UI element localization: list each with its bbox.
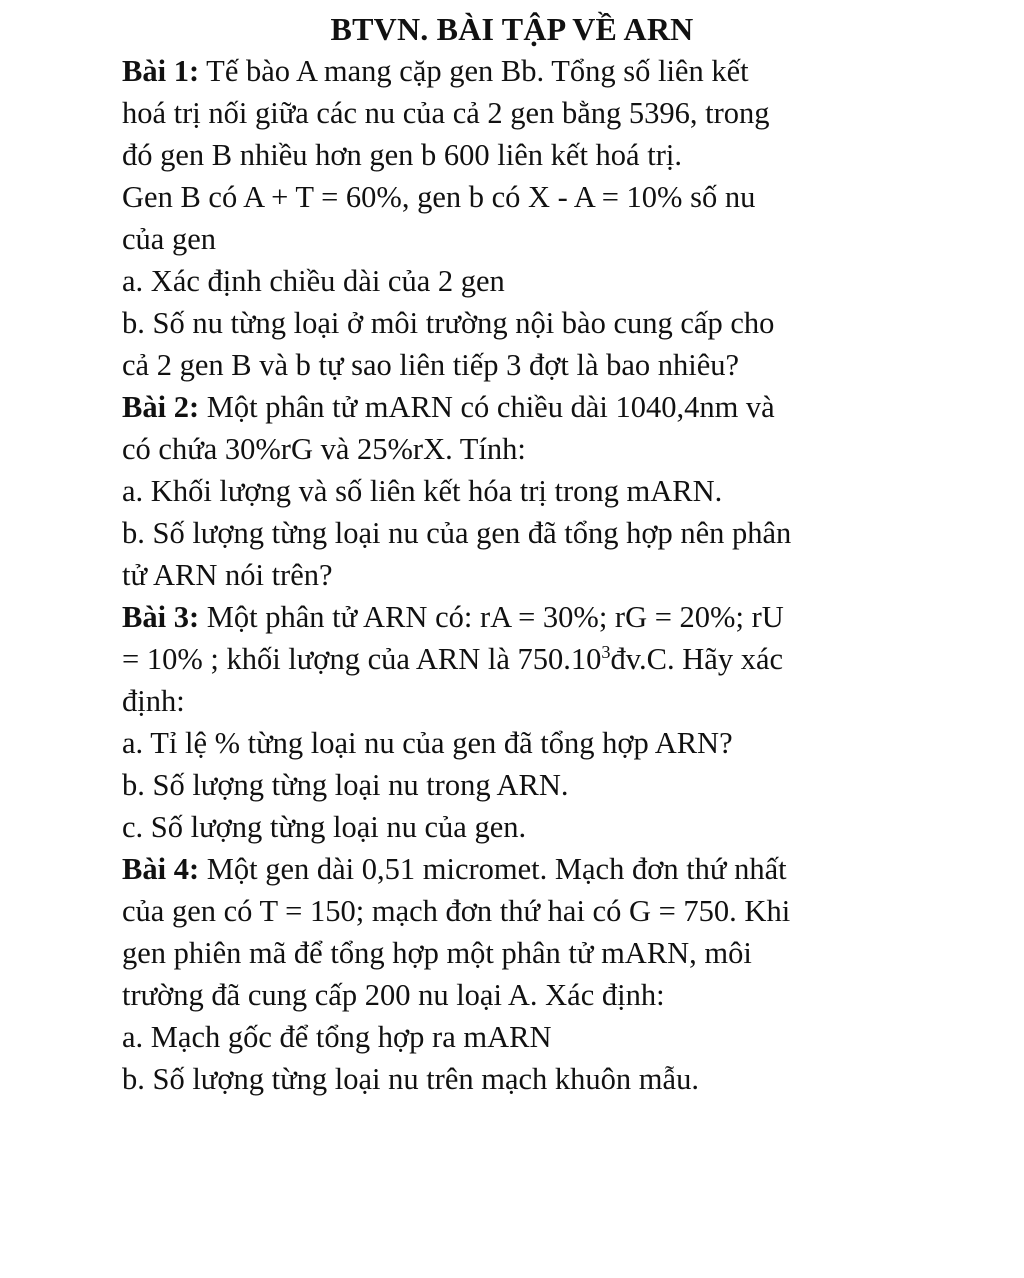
exercise-2-question-b-line-1: b. Số lượng từng loại nu của gen đã tổng hợp nên phân xyxy=(122,516,792,550)
exercise-1 xyxy=(122,50,912,386)
exercise-3-line-3: định: xyxy=(122,684,185,718)
exercise-3-label: Bài 3: xyxy=(122,600,200,634)
exercise-4 xyxy=(122,848,912,1100)
exercise-2-label: Bài 2: xyxy=(122,390,200,424)
exercise-content xyxy=(122,50,912,1100)
exercise-4-label: Bài 4: xyxy=(122,852,200,886)
exercise-1-line-4: Gen B có A + T = 60%, gen b có X - A = 10% số nu xyxy=(122,180,756,214)
exercise-3-question-b: b. Số lượng từng loại nu trong ARN. xyxy=(122,768,569,802)
exercise-3-question-a: a. Tỉ lệ % từng loại nu của gen đã tổng hợp ARN? xyxy=(122,726,733,760)
exercise-3-text-2-post: đv.C. Hãy xác xyxy=(610,642,784,676)
exercise-1-question-b-line-2: cả 2 gen B và b tự sao liên tiếp 3 đợt là bao nhiêu? xyxy=(122,348,740,382)
exercise-2-line-2: có chứa 30%rG và 25%rX. Tính: xyxy=(122,432,526,466)
exercise-1-question-a: a. Xác định chiều dài của 2 gen xyxy=(122,264,505,298)
page-title: BTVN. BÀI TẬP VỀ ARN xyxy=(330,11,694,47)
exercise-4-line-2: của gen có T = 150; mạch đơn thứ hai có G = 750. Khi xyxy=(122,894,791,928)
exercise-3-text-2-pre: = 10% ; khối lượng của ARN là 750.10 xyxy=(122,642,602,676)
exercise-1-text-1: Tế bào A mang cặp gen Bb. Tổng số liên kết xyxy=(199,54,749,88)
exercise-4-question-a: a. Mạch gốc để tổng hợp ra mARN xyxy=(122,1020,552,1054)
exercise-4-text-1: Một gen dài 0,51 micromet. Mạch đơn thứ nhất xyxy=(199,852,787,886)
exercise-1-line-2: hoá trị nối giữa các nu của cả 2 gen bằng 5396, trong xyxy=(122,96,770,130)
exercise-3-exponent: 3 xyxy=(601,641,611,662)
exercise-3-text-1: Một phân tử ARN có: rA = 30%; rG = 20%; rU xyxy=(199,600,784,634)
exercise-3-line-1 xyxy=(122,596,912,638)
exercise-3-question-c: c. Số lượng từng loại nu của gen. xyxy=(122,810,527,844)
exercise-4-line-4: trường đã cung cấp 200 nu loại A. Xác định: xyxy=(122,978,665,1012)
exercise-1-line-3: đó gen B nhiều hơn gen b 600 liên kết hoá trị. xyxy=(122,138,682,172)
exercise-3-line-2 xyxy=(122,638,912,680)
exercise-2-text-1: Một phân tử mARN có chiều dài 1040,4nm và xyxy=(199,390,775,424)
exercise-2 xyxy=(122,386,912,596)
exercise-1-line-1 xyxy=(122,50,912,92)
exercise-4-line-3: gen phiên mã để tổng hợp một phân tử mARN, môi xyxy=(122,936,752,970)
exercise-3 xyxy=(122,596,912,848)
exercise-2-question-b-line-2: tử ARN nói trên? xyxy=(122,558,333,592)
exercise-1-line-5: của gen xyxy=(122,222,216,256)
exercise-2-line-1 xyxy=(122,386,912,428)
exercise-4-question-b: b. Số lượng từng loại nu trên mạch khuôn mẫu. xyxy=(122,1062,699,1096)
exercise-1-question-b-line-1: b. Số nu từng loại ở môi trường nội bào cung cấp cho xyxy=(122,306,775,340)
exercise-1-label: Bài 1: xyxy=(122,54,200,88)
exercise-2-question-a: a. Khối lượng và số liên kết hóa trị trong mARN. xyxy=(122,474,723,508)
exercise-4-line-1 xyxy=(122,848,912,890)
